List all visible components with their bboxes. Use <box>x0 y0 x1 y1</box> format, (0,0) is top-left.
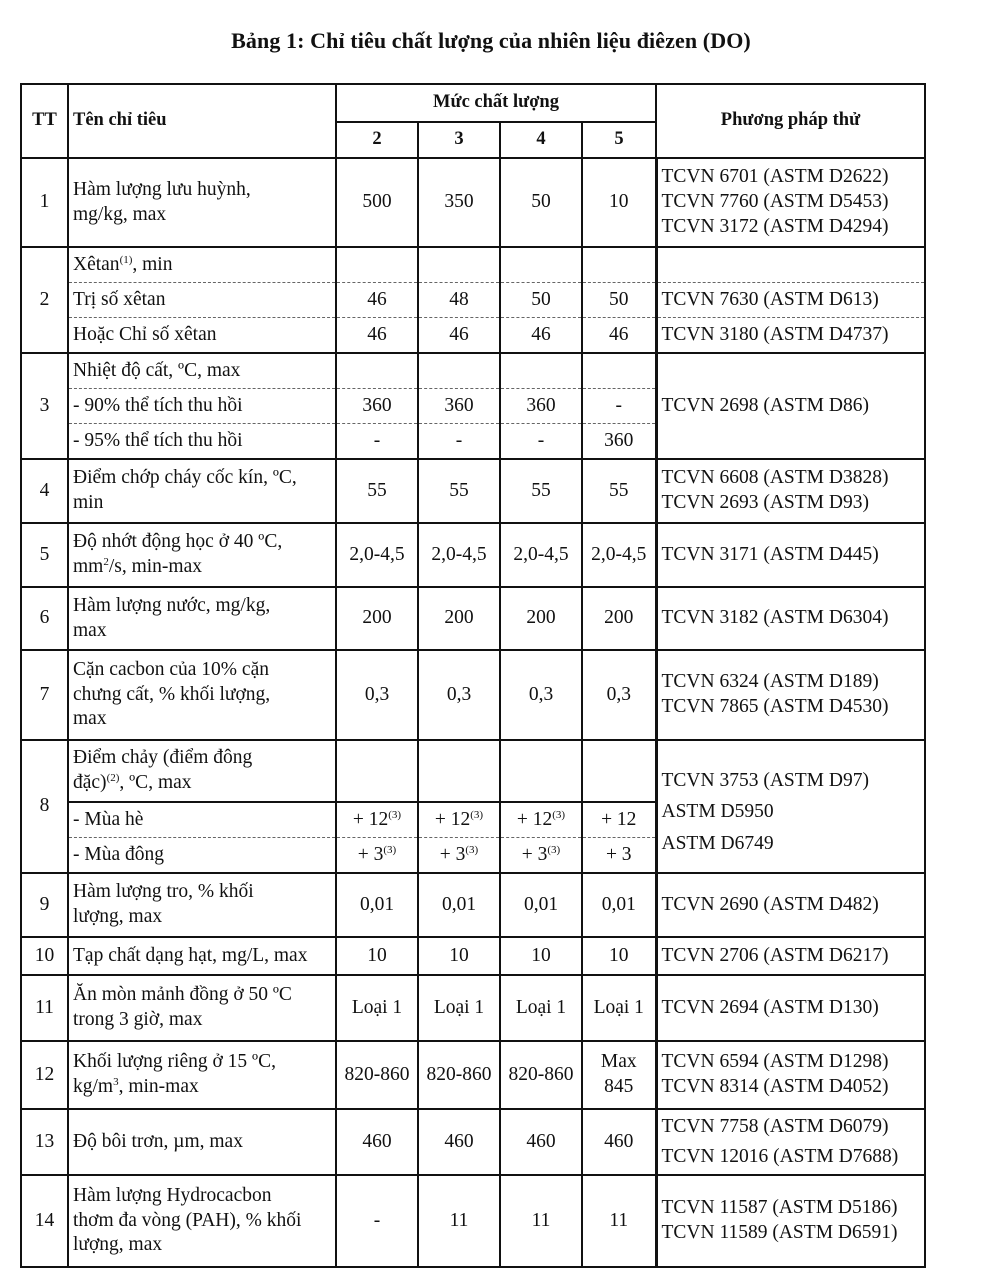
name-line: mg/kg, max <box>73 203 167 225</box>
name-line: trong 3 giờ, max <box>73 1009 203 1030</box>
value-cell: 360 <box>418 389 500 424</box>
name-line: Hàm lượng tro, % khối <box>73 881 254 903</box>
value-cell <box>500 740 582 802</box>
row-number: 12 <box>21 1041 68 1109</box>
method-line: TCVN 6701 (ASTM D2622) <box>661 166 889 188</box>
value-cell <box>582 1041 656 1109</box>
name-line: min <box>73 492 104 513</box>
name-line: Cặn cacbon của 10% cặn <box>73 658 269 680</box>
row-number: 8 <box>21 740 68 873</box>
name-line: Điểm chớp cháy cốc kín, ºC, <box>73 467 297 489</box>
value-cell <box>336 247 418 283</box>
value-cell: 46 <box>336 318 418 354</box>
value-cell <box>582 353 656 389</box>
row-number: 7 <box>21 650 68 740</box>
value-cell <box>582 740 656 802</box>
value-cell: 360 <box>582 424 656 460</box>
criterion-name <box>68 1175 336 1267</box>
table-row <box>21 459 925 523</box>
footnote-mark: (3) <box>470 808 484 821</box>
value-cell <box>500 802 582 838</box>
test-method <box>656 740 925 873</box>
value-cell: 820-860 <box>500 1041 582 1109</box>
value-cell: Loại 1 <box>582 975 656 1041</box>
value-cell: 46 <box>500 318 582 354</box>
method-line: TCVN 12016 (ASTM D7688) <box>661 1146 899 1167</box>
value-cell <box>418 802 500 838</box>
value-cell: 460 <box>418 1109 500 1175</box>
name-line: Ăn mòn mảnh đồng ở 50 ºC <box>73 984 292 1006</box>
row-number: 10 <box>21 937 68 975</box>
superscript: 2 <box>103 556 109 568</box>
value-cell: 46 <box>336 283 418 318</box>
table-row <box>21 1175 925 1267</box>
criterion-name <box>68 1041 336 1109</box>
footnote-mark: (3) <box>465 843 479 856</box>
quality-table <box>20 83 926 1268</box>
header-name: Tên chỉ tiêu <box>68 84 336 158</box>
method-line: TCVN 11587 (ASTM D5186) <box>661 1197 898 1219</box>
value-cell: 200 <box>418 587 500 650</box>
name-line: , min <box>132 253 173 275</box>
value-cell: + 12 <box>582 802 656 838</box>
name-line: , ºC, max <box>119 772 192 793</box>
footnote-mark: (3) <box>552 808 566 821</box>
header-row <box>21 84 925 122</box>
row-number: 4 <box>21 459 68 523</box>
value-cell <box>336 740 418 802</box>
criterion-name <box>68 975 336 1041</box>
method-line: ASTM D6749 <box>661 833 774 855</box>
table-title: Bảng 1: Chỉ tiêu chất lượng của nhiên liệu điêzen (DO) <box>231 28 751 53</box>
header-level: 4 <box>500 122 582 158</box>
value-cell: - <box>582 389 656 424</box>
value-cell <box>336 802 418 838</box>
name-line: , min-max <box>118 1076 199 1097</box>
table-row <box>21 873 925 937</box>
value-cell <box>418 838 500 874</box>
row-number: 3 <box>21 353 68 459</box>
criterion-name <box>68 740 336 802</box>
criterion-name: Độ bôi trơn, µm, max <box>68 1109 336 1175</box>
value-cell: 360 <box>336 389 418 424</box>
criterion-sub-name: - 90% thể tích thu hồi <box>68 389 336 424</box>
table-row <box>21 283 925 318</box>
value-cell: 200 <box>336 587 418 650</box>
value-cell: 820-860 <box>418 1041 500 1109</box>
table-row <box>21 247 925 283</box>
table-row <box>21 1041 925 1109</box>
value-cell: 55 <box>582 459 656 523</box>
method-line: TCVN 3753 (ASTM D97) <box>661 769 869 791</box>
value-cell: 10 <box>582 158 656 247</box>
value-text: + 12 <box>516 808 553 830</box>
value-cell <box>336 838 418 874</box>
footnote-mark: (1) <box>119 253 133 266</box>
criterion-name <box>68 247 336 283</box>
criterion-name <box>68 650 336 740</box>
name-line: chưng cất, % khối lượng, <box>73 683 271 705</box>
value-cell: 0,3 <box>336 650 418 740</box>
method-line: TCVN 6608 (ASTM D3828) <box>661 467 889 489</box>
value-cell: 10 <box>582 937 656 975</box>
value-cell <box>418 353 500 389</box>
name-line: mm <box>73 556 104 577</box>
value-cell: Loại 1 <box>418 975 500 1041</box>
value-cell <box>582 247 656 283</box>
criterion-name: Tạp chất dạng hạt, mg/L, max <box>68 937 336 975</box>
value-cell: 11 <box>500 1175 582 1267</box>
name-line: Hàm lượng lưu huỳnh, <box>73 178 251 200</box>
test-method: TCVN 2698 (ASTM D86) <box>656 353 925 459</box>
value-cell: 10 <box>418 937 500 975</box>
test-method <box>656 1175 925 1267</box>
name-line: Khối lượng riêng ở 15 ºC, <box>73 1051 276 1073</box>
header-quality-level: Mức chất lượng <box>336 84 656 122</box>
method-line: TCVN 7758 (ASTM D6079) <box>661 1115 889 1137</box>
value-text: + 3 <box>521 843 548 865</box>
value-cell: - <box>500 424 582 460</box>
table-row <box>21 740 925 802</box>
table-row <box>21 158 925 247</box>
test-method: TCVN 3171 (ASTM D445) <box>656 523 925 587</box>
method-line: TCVN 7865 (ASTM D4530) <box>661 696 889 717</box>
method-line: ASTM D5950 <box>661 801 774 823</box>
method-line: TCVN 3172 (ASTM D4294) <box>661 215 889 237</box>
table-row <box>21 1109 925 1175</box>
value-cell: 50 <box>500 158 582 247</box>
name-line: lượng, max <box>73 1234 163 1256</box>
name-line: đặc) <box>73 772 107 793</box>
row-number: 1 <box>21 158 68 247</box>
criterion-name <box>68 523 336 587</box>
value-cell: 50 <box>500 283 582 318</box>
value-cell: 46 <box>418 318 500 354</box>
footnote-mark: (3) <box>547 843 561 856</box>
name-line: Hàm lượng Hydrocacbon <box>73 1184 272 1206</box>
value-cell: 360 <box>500 389 582 424</box>
name-line: kg/m <box>73 1076 114 1097</box>
table-row <box>21 975 925 1041</box>
criterion-name: Nhiệt độ cất, ºC, max <box>68 353 336 389</box>
method-line: TCVN 2693 (ASTM D93) <box>661 492 869 513</box>
header-method: Phương pháp thử <box>656 84 925 158</box>
value-cell: 460 <box>500 1109 582 1175</box>
test-method: TCVN 2690 (ASTM D482) <box>656 873 925 937</box>
value-cell: 2,0-4,5 <box>500 523 582 587</box>
name-line: Xêtan <box>73 253 120 275</box>
value-cell: 50 <box>582 283 656 318</box>
footnote-mark: (3) <box>383 843 397 856</box>
criterion-name <box>68 873 336 937</box>
value-cell <box>500 353 582 389</box>
table-row <box>21 937 925 975</box>
criterion-name <box>68 459 336 523</box>
value-cell: 200 <box>582 587 656 650</box>
method-line: TCVN 6324 (ASTM D189) <box>661 671 879 693</box>
value-cell: 48 <box>418 283 500 318</box>
row-number: 5 <box>21 523 68 587</box>
test-method: TCVN 3182 (ASTM D6304) <box>656 587 925 650</box>
name-line: thơm đa vòng (PAH), % khối <box>73 1209 302 1231</box>
test-method <box>656 459 925 523</box>
value-cell: Loại 1 <box>500 975 582 1041</box>
table-row <box>21 523 925 587</box>
value-cell: 2,0-4,5 <box>418 523 500 587</box>
value-cell: 10 <box>336 937 418 975</box>
table-row <box>21 587 925 650</box>
value-cell <box>500 838 582 874</box>
footnote-mark: (3) <box>388 808 402 821</box>
value-text: Max <box>600 1051 637 1073</box>
value-text: + 3 <box>357 843 384 865</box>
value-text: + 12 <box>352 808 389 830</box>
footnote-mark: (2) <box>106 772 120 784</box>
name-line: Điểm chảy (điểm đông <box>73 747 253 769</box>
value-cell: 11 <box>418 1175 500 1267</box>
name-line: max <box>73 619 107 641</box>
table-row <box>21 318 925 354</box>
value-cell: 820-860 <box>336 1041 418 1109</box>
row-number: 2 <box>21 247 68 353</box>
criterion-sub-name: - Mùa hè <box>68 802 336 838</box>
value-cell: 500 <box>336 158 418 247</box>
superscript: 3 <box>113 1076 119 1088</box>
header-tt: TT <box>21 84 68 158</box>
criterion-sub-name: - 95% thể tích thu hồi <box>68 424 336 460</box>
value-cell: 0,01 <box>336 873 418 937</box>
value-text: + 3 <box>439 843 466 865</box>
test-method <box>656 1109 925 1175</box>
name-line: max <box>73 708 107 730</box>
value-cell: 0,01 <box>500 873 582 937</box>
criterion-name <box>68 587 336 650</box>
quality-table-container <box>20 83 926 1268</box>
row-number: 11 <box>21 975 68 1041</box>
name-line: lượng, max <box>73 906 163 927</box>
method-line: TCVN 11589 (ASTM D6591) <box>661 1222 898 1243</box>
value-cell: 0,01 <box>582 873 656 937</box>
test-method <box>656 247 925 283</box>
name-line: Hàm lượng nước, mg/kg, <box>73 594 271 616</box>
name-line: /s, min-max <box>108 556 203 577</box>
method-line: TCVN 7760 (ASTM D5453) <box>661 191 889 213</box>
value-cell: Loại 1 <box>336 975 418 1041</box>
table-row <box>21 650 925 740</box>
value-cell: 2,0-4,5 <box>336 523 418 587</box>
test-method <box>656 158 925 247</box>
row-number: 6 <box>21 587 68 650</box>
value-cell <box>336 353 418 389</box>
value-text: + 12 <box>434 808 471 830</box>
criterion-sub-name: Trị số xêtan <box>68 283 336 318</box>
value-cell: 350 <box>418 158 500 247</box>
value-cell: - <box>336 424 418 460</box>
value-cell: 55 <box>500 459 582 523</box>
header-level: 2 <box>336 122 418 158</box>
value-cell: 0,01 <box>418 873 500 937</box>
test-method: TCVN 2694 (ASTM D130) <box>656 975 925 1041</box>
value-text: 845 <box>604 1076 634 1097</box>
value-cell: 0,3 <box>582 650 656 740</box>
value-cell: 46 <box>582 318 656 354</box>
value-cell: 55 <box>336 459 418 523</box>
value-cell: 11 <box>582 1175 656 1267</box>
value-cell <box>418 247 500 283</box>
method-line: TCVN 8314 (ASTM D4052) <box>661 1076 889 1097</box>
row-number: 9 <box>21 873 68 937</box>
value-cell <box>418 740 500 802</box>
row-number: 14 <box>21 1175 68 1267</box>
value-cell: 10 <box>500 937 582 975</box>
criterion-sub-name: - Mùa đông <box>68 838 336 874</box>
value-cell: 55 <box>418 459 500 523</box>
row-number: 13 <box>21 1109 68 1175</box>
value-cell: - <box>418 424 500 460</box>
name-line: Độ nhớt động học ở 40 ºC, <box>73 531 283 553</box>
value-cell: 460 <box>336 1109 418 1175</box>
value-cell: - <box>336 1175 418 1267</box>
value-cell: + 3 <box>582 838 656 874</box>
header-level: 3 <box>418 122 500 158</box>
value-cell: 2,0-4,5 <box>582 523 656 587</box>
criterion-sub-name: Hoặc Chỉ số xêtan <box>68 318 336 354</box>
table-row <box>21 353 925 389</box>
test-method: TCVN 3180 (ASTM D4737) <box>656 318 925 354</box>
value-cell <box>500 247 582 283</box>
test-method: TCVN 2706 (ASTM D6217) <box>656 937 925 975</box>
value-cell: 0,3 <box>418 650 500 740</box>
test-method <box>656 650 925 740</box>
test-method: TCVN 7630 (ASTM D613) <box>656 283 925 318</box>
value-cell: 200 <box>500 587 582 650</box>
criterion-name <box>68 158 336 247</box>
value-cell: 460 <box>582 1109 656 1175</box>
method-line: TCVN 6594 (ASTM D1298) <box>661 1051 889 1073</box>
test-method <box>656 1041 925 1109</box>
header-level: 5 <box>582 122 656 158</box>
value-cell: 0,3 <box>500 650 582 740</box>
